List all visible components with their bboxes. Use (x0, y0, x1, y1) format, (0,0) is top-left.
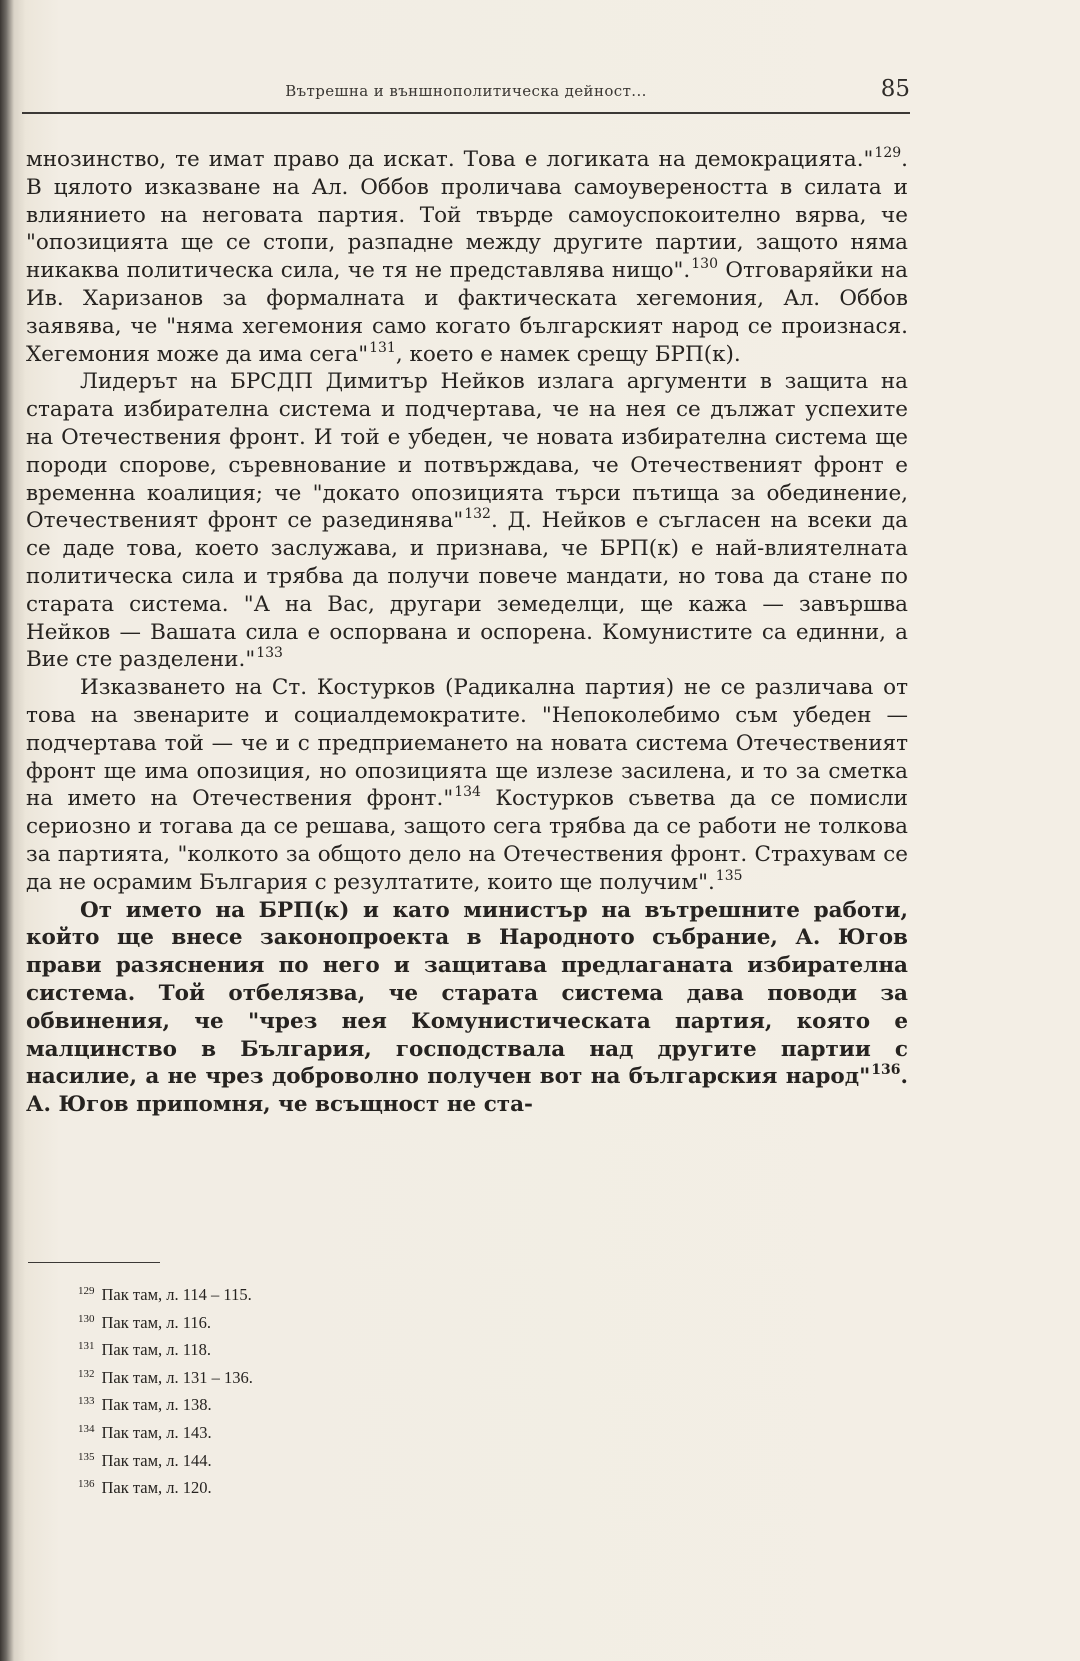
paragraph (26, 368, 908, 674)
running-title: Вътрешна и външнополитическа дейност... (285, 82, 647, 100)
footnote-ref: 135 (715, 867, 743, 884)
footnote-text: Пак там, л. 120. (101, 1478, 212, 1498)
text-run: . Д. Нейков е съгласен на всеки да се даде това, което заслужава, и признава, че БРП(к) е най-влиятелната политическа сила и трябва да получи повече мандати, но това да стане по старата система. "А на Вас, другари земеделци, ще кажа — завършва Нейков — Вашата сила е оспорвана и оспорена. Комунистите са единни, а Вие сте разделени." (26, 508, 908, 673)
paragraph (26, 146, 908, 368)
footnote-ref: 129 (874, 145, 902, 161)
footnote (78, 1474, 578, 1502)
running-header (22, 76, 910, 114)
footnote (78, 1419, 578, 1447)
footnote-number: 136 (78, 1478, 95, 1491)
footnote-ref: 133 (256, 645, 283, 662)
text-run: мнозинство, те имат право да искат. Това е логиката на демокрацията." (26, 147, 874, 172)
footnote-text: Пак там, л. 116. (101, 1312, 212, 1332)
text-run: , което е намек срещу БРП(к). (395, 341, 741, 367)
footnote-text: Пак там, л. 114 – 115. (101, 1285, 252, 1304)
text-run: От името на БРП(к) и като министър на вътрешните работи, който ще внесе законопроекта в Народното събрание, А. Югов прави разяснения по него и защитава предлаганата избирателна система. Той отбелязва, че старата система дава поводи за обвинения, че "чрез нея Комунистическата партия, която е малцинство в България, господствала над другите партии с насилие, а не чрез доброволно получен вот на българския народ" (26, 897, 908, 1090)
footnote-text: Пак там, л. 131 – 136. (101, 1367, 253, 1387)
footnote (78, 1281, 578, 1309)
footnote-ref: 134 (454, 784, 481, 801)
footnote-text: Пак там, л. 144. (101, 1450, 212, 1470)
footnotes (78, 1281, 578, 1502)
footnote-text: Пак там, л. 143. (101, 1422, 212, 1442)
footnote-text: Пак там, л. 138. (101, 1395, 212, 1415)
footnote (78, 1447, 578, 1475)
footnote-ref: 136 (871, 1062, 901, 1079)
footnote (78, 1391, 578, 1419)
footnote-number: 135 (78, 1450, 95, 1463)
footnote-number: 133 (78, 1395, 95, 1408)
footnote-number: 134 (78, 1422, 95, 1435)
text-run: Изказването на Ст. Костурков (Радикална партия) не се различава от това на звенарите и социалдемократите. "Непоколебимо съм убеден — подчертава той — че и с предприемането на новата система Отечественият фронт ще има опозиция, но опозицията ще излезе засилена, и то за сметка на името на Отечествения фронт." (26, 675, 908, 812)
footnote-ref: 130 (691, 256, 718, 273)
footnote (78, 1364, 578, 1392)
footnote-number: 132 (78, 1367, 95, 1380)
footnote (78, 1336, 578, 1364)
page-number: 85 (880, 76, 910, 102)
footnote-ref: 132 (464, 506, 491, 523)
text-run: Отговаряйки на Ив. Харизанов за формалната и фактическата хегемония, Ал. Оббов заявява, че "няма хегемония само когато българският народ се произнася. Хегемония може да има сега" (26, 258, 908, 367)
body-text (26, 146, 908, 1119)
text-run: . В цялото изказване на Ал. Оббов проличава самоувереността в силата и влиянието на неговата партия. Той твърде самоуспокоително вярва, че "опозицията ще се стопи, разпадне между другите партии, защото няма никаква политическа сила, че тя не представлява нищо". (26, 147, 908, 284)
text-run: Костурков съветва да се помисли сериозно и тогава да се решава, защото сега трябва да се работи не толкова за партията, "колкото за общото дело на Отечествения фронт. Страхувам се да не осрамим България с резултатите, които ще получим". (26, 786, 908, 895)
footnote-text: Пак там, л. 118. (101, 1340, 212, 1360)
footnote-number: 131 (78, 1340, 95, 1353)
footnote-ref: 131 (369, 339, 396, 356)
footnote-number: 130 (78, 1312, 95, 1325)
footnote (78, 1309, 578, 1337)
paragraph (26, 674, 908, 896)
paragraph (26, 897, 908, 1119)
footnote-number: 129 (78, 1285, 95, 1297)
text-run: . А. Югов припомня, че всъщност не ста- (26, 1064, 908, 1118)
footnote-divider (28, 1262, 160, 1263)
text-run: Лидерът на БРСДП Димитър Нейков излага аргументи в защита на старата избирателна система и подчертава, че на нея се дължат успехите на Отечествения фронт. И той е убеден, че новата избирателна система ще породи спорове, съревнование и потвърждава, че Отечественият фронт е временна коалиция; че "докато опозицията търси пътища за обединение, Отечественият фронт се разединява" (26, 369, 908, 534)
